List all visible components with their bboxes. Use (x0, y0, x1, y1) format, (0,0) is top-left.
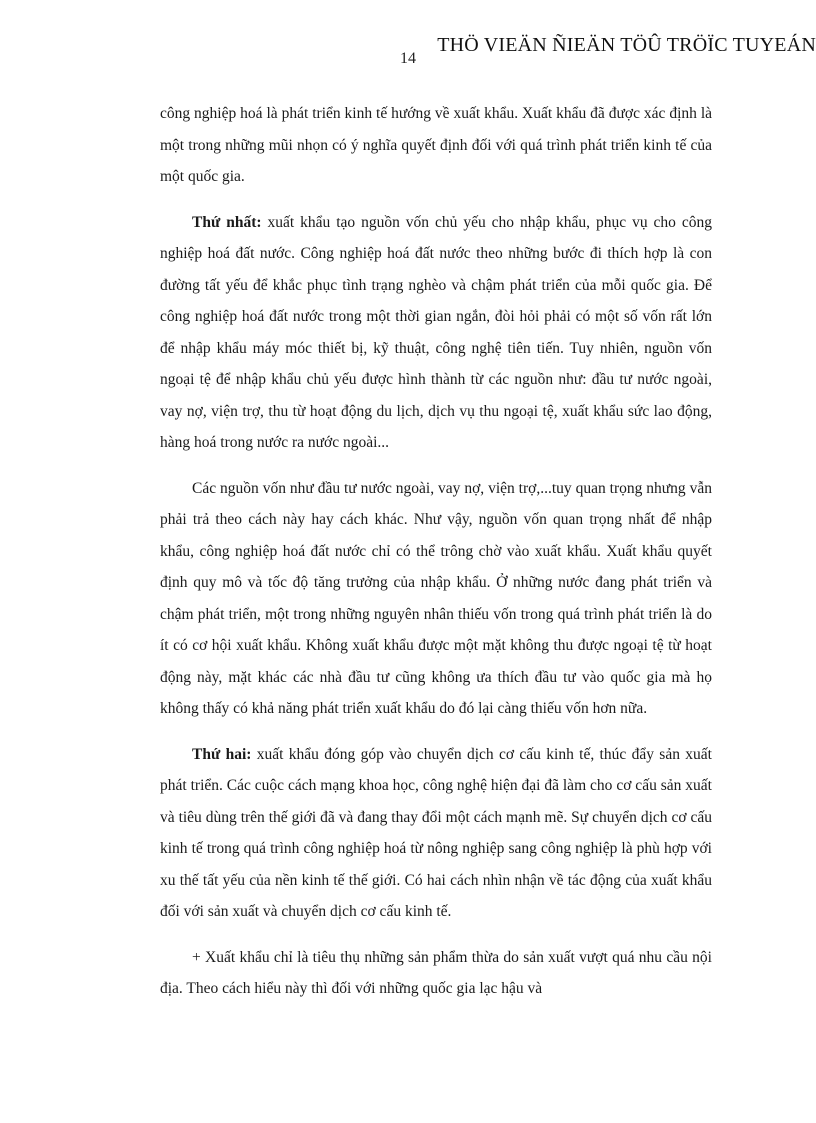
paragraph-lead: Thứ nhất: (192, 213, 262, 231)
paragraph-intro (160, 98, 712, 193)
paragraph-text: xuất khẩu đóng góp vào chuyển dịch cơ cấu kinh tế, thúc đẩy sản xuất phát triển. Các cuộc cách mạng khoa học, công nghệ hiện đại đã làm cho cơ cấu sản xuất và tiêu dùng trên thế giới đã và đang thay đổi một cách mạnh mẽ. Sự chuyển dịch cơ cấu kinh tế trong quá trình công nghiệp hoá từ nông nghiệp sang công nghiệp là phù hợp với xu thế tất yếu của nền kinh tế thế giới. Có hai cách nhìn nhận về tác động của xuất khẩu đối với sản xuất và chuyển dịch cơ cấu kinh tế. (160, 745, 712, 920)
paragraph-first-point (160, 207, 712, 459)
paragraph-capital-sources (160, 473, 712, 725)
paragraph-second-point (160, 739, 712, 928)
paragraph-text: Các nguồn vốn như đầu tư nước ngoài, vay nợ, viện trợ,...tuy quan trọng nhưng vẫn phải trả theo cách này hay cách khác. Như vậy, nguồn vốn quan trọng nhất để nhập khẩu, công nghiệp hoá đất nước chỉ có thể trông chờ vào xuất khẩu. Xuất khẩu quyết định quy mô và tốc độ tăng trưởng của nhập khẩu. Ở những nước đang phát triển và chậm phát triển, một trong những nguyên nhân thiếu vốn trong quá trình phát triển là do ít có cơ hội xuất khẩu. Không xuất khẩu được một mặt không thu được ngoại tệ từ hoạt động này, mặt khác các nhà đầu tư cũng không ưa thích đầu tư vào quốc gia mà họ không thấy có khả năng phát triển xuất khẩu do đó lại càng thiếu vốn hơn nữa. (160, 479, 712, 717)
document-body (160, 98, 712, 1019)
paragraph-text: xuất khẩu tạo nguồn vốn chủ yếu cho nhập khẩu, phục vụ cho công nghiệp hoá đất nước. Công nghiệp hoá đất nước theo những bước đi thích hợp là con đường tất yếu để khắc phục tình trạng nghèo và chậm phát triển của mỗi quốc gia. Để công nghiệp hoá đất nước trong một thời gian ngắn, đòi hỏi phải có một số vốn rất lớn để nhập khẩu máy móc thiết bị, kỹ thuật, công nghệ tiên tiến. Tuy nhiên, nguồn vốn ngoại tệ để nhập khẩu chủ yếu được hình thành từ các nguồn như: đầu tư nước ngoài, vay nợ, viện trợ, thu từ hoạt động du lịch, dịch vụ thu ngoại tệ, xuất khẩu sức lao động, hàng hoá trong nước ra nước ngoài... (160, 213, 712, 451)
paragraph-text: + Xuất khẩu chỉ là tiêu thụ những sản phẩm thừa do sản xuất vượt quá nhu cầu nội địa. Theo cách hiểu này thì đối với những quốc gia lạc hậu và (160, 948, 712, 997)
library-watermark: THÖ VIEÄN ÑIEÄN TÖÛ TRÖÏC TUYEÁN (437, 34, 816, 56)
paragraph-text: công nghiệp hoá là phát triển kinh tế hướng về xuất khẩu. Xuất khẩu đã được xác định là một trong những mũi nhọn có ý nghĩa quyết định đối với quá trình phát triển kinh tế của một quốc gia. (160, 105, 712, 185)
paragraph-lead: Thứ hai: (192, 745, 252, 763)
paragraph-export-view (160, 942, 712, 1005)
page-number: 14 (400, 50, 416, 67)
